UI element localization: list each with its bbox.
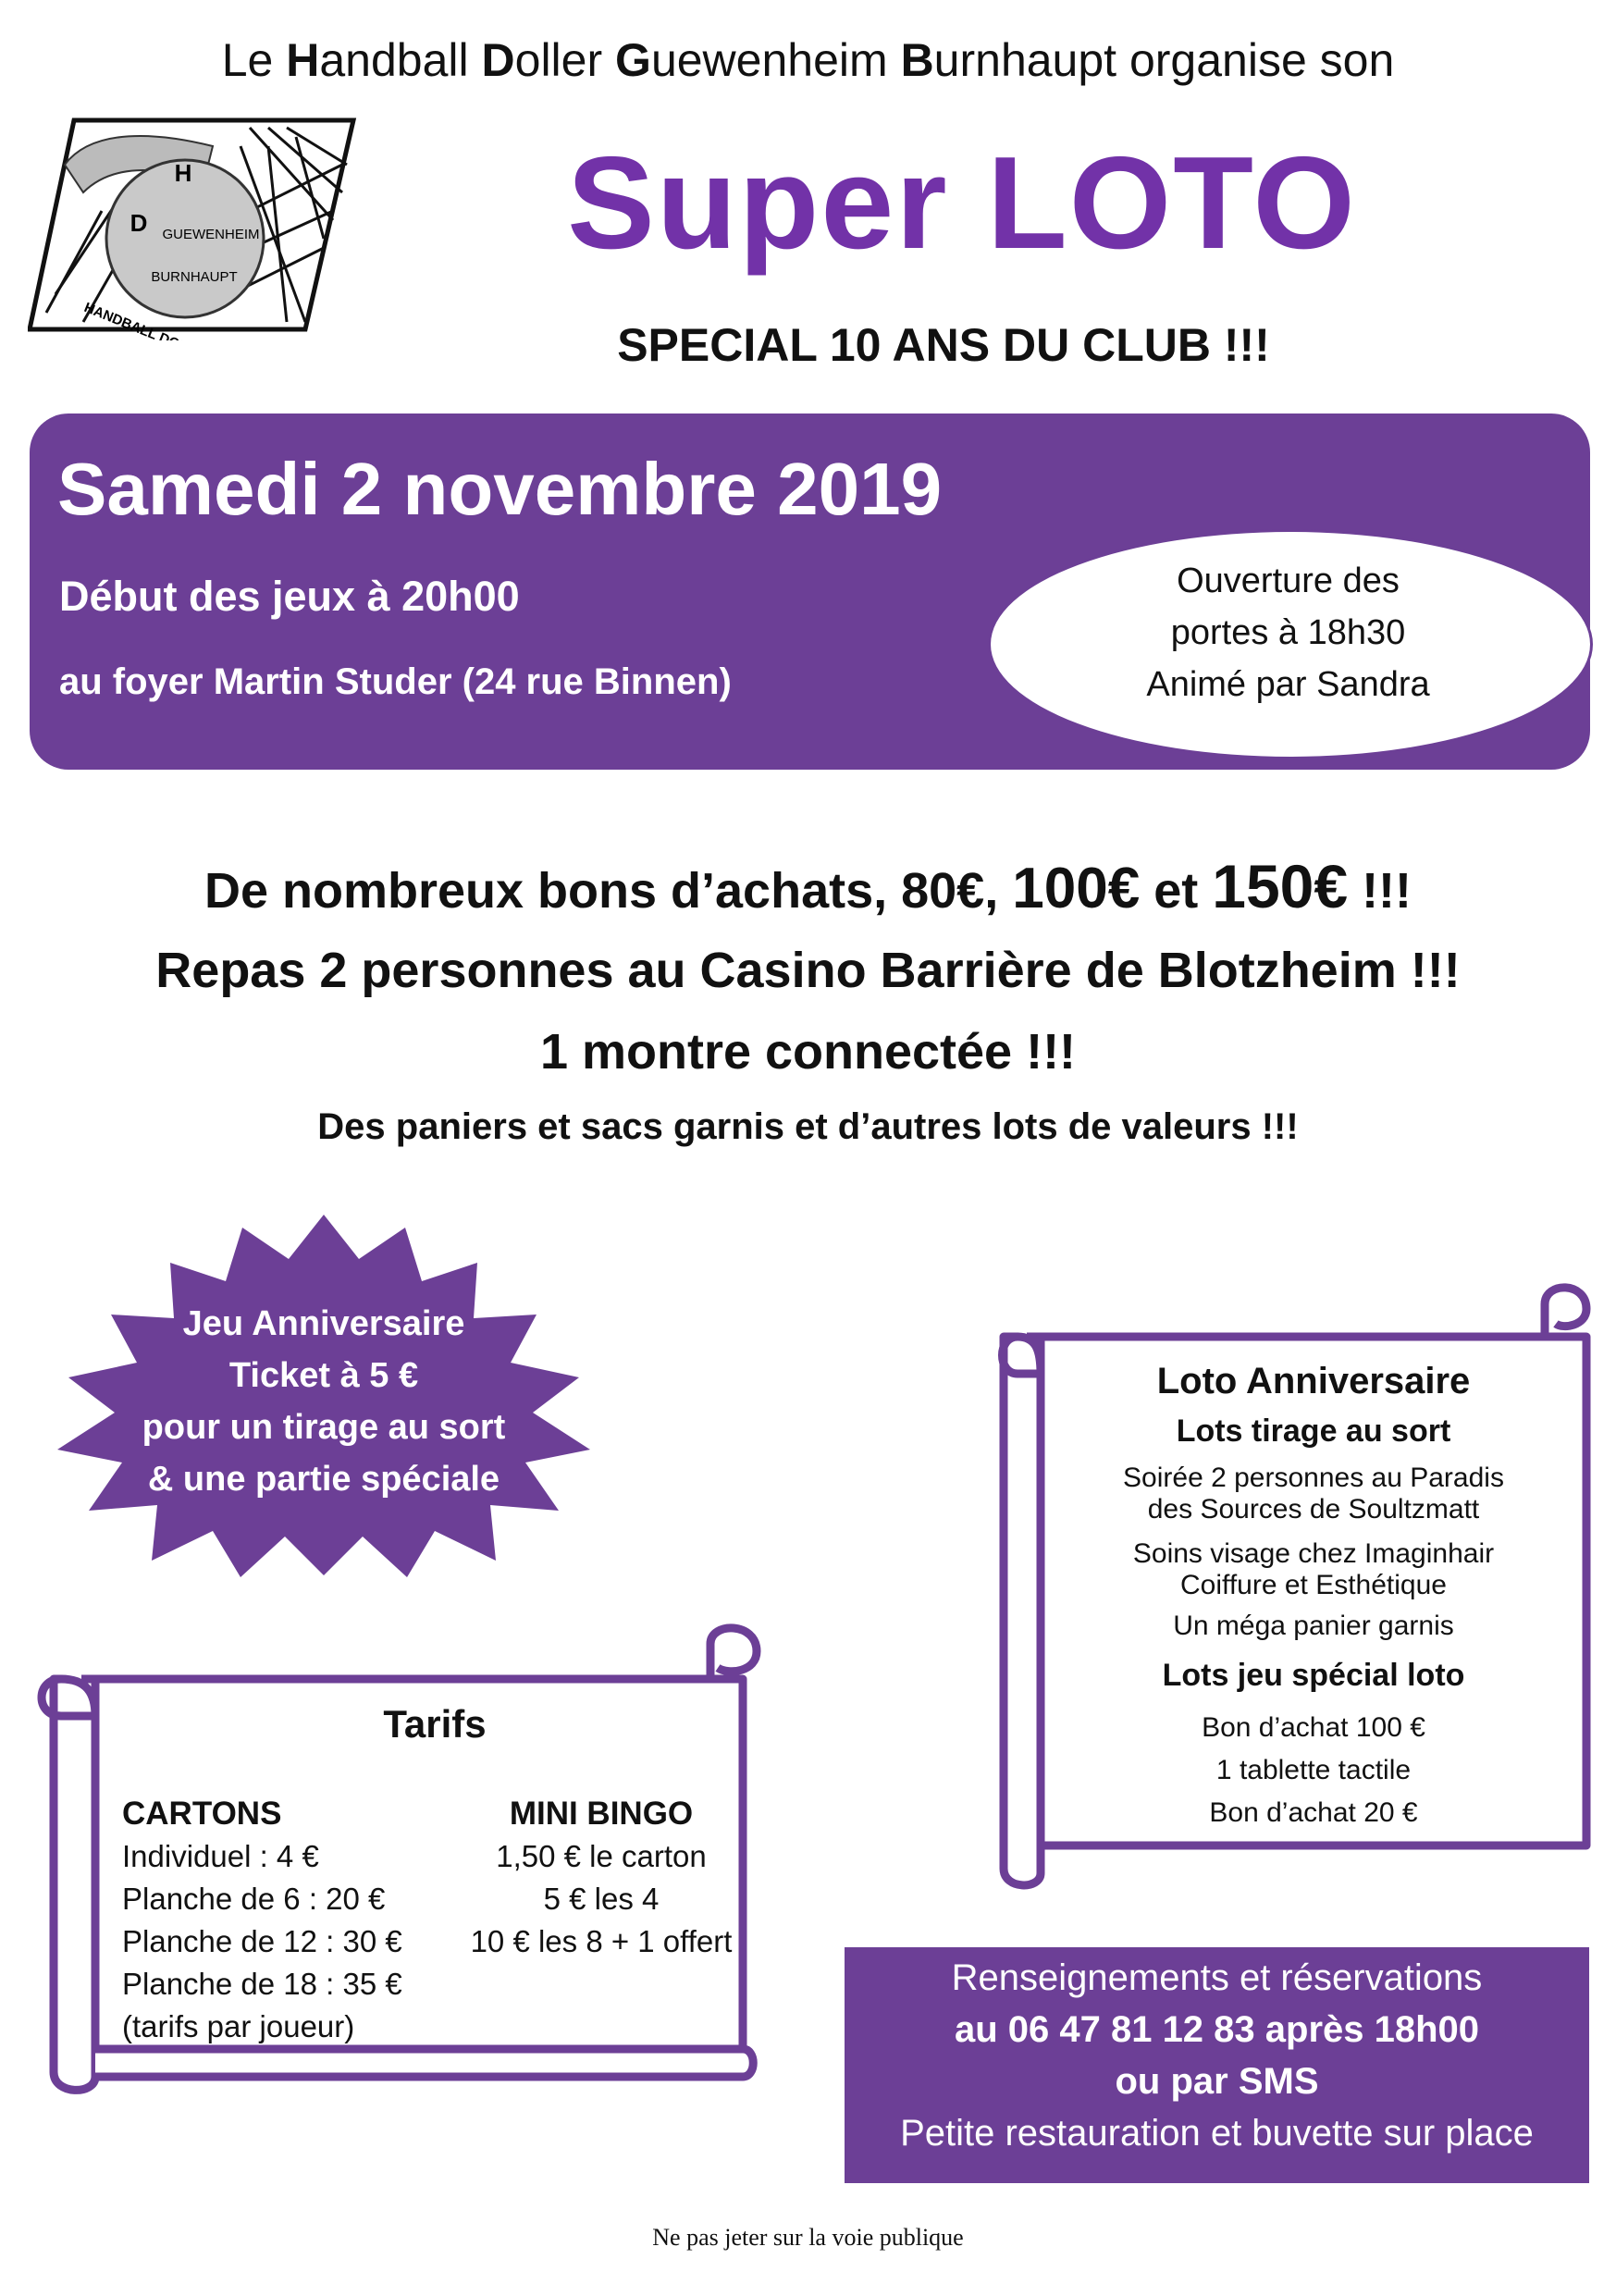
event-start-time: Début des jeux à 20h00 bbox=[59, 573, 520, 620]
game-price: Ticket à 5 € bbox=[228, 1356, 419, 1395]
bingo-list bbox=[444, 1793, 759, 1963]
loto-special-heading: Lots jeu spécial loto bbox=[1162, 1658, 1465, 1693]
loto-draw-prize: des Sources de Soultzmatt bbox=[1147, 1494, 1480, 1524]
prize-dinner: Repas 2 personnes au Casino Barrière de Blotzheim !!! bbox=[155, 943, 1461, 998]
opening-line: Ouverture des bbox=[1177, 562, 1400, 600]
carton-note: (tarifs par joueur) bbox=[122, 2009, 355, 2043]
header-initial: G bbox=[615, 34, 651, 86]
loto-special-prize: Bon d’achat 20 € bbox=[1209, 1797, 1418, 1828]
bingo-heading: MINI BINGO bbox=[509, 1796, 694, 1832]
prize-watch: 1 montre connectée !!! bbox=[539, 1024, 1077, 1080]
header-initial: H bbox=[286, 34, 320, 86]
loto-draw-prize: Soirée 2 personnes au Paradis bbox=[1123, 1463, 1504, 1493]
anniversary-game bbox=[102, 1298, 546, 1505]
loto-title: Loto Anniversaire bbox=[1156, 1361, 1471, 1401]
footer-note: Ne pas jeter sur la voie publique bbox=[652, 2224, 964, 2251]
prize-amount: 150€ bbox=[1212, 852, 1349, 920]
opening-info bbox=[1008, 555, 1568, 710]
logo-letter-d: D bbox=[130, 209, 148, 237]
game-line: & une partie spéciale bbox=[147, 1460, 500, 1499]
logo-word-guewenheim: GUEWENHEIM bbox=[162, 227, 260, 242]
loto-special-prize: 1 tablette tactile bbox=[1215, 1755, 1412, 1785]
tarifs-title: Tarifs bbox=[383, 1702, 487, 1746]
event-date: Samedi 2 novembre 2019 bbox=[57, 448, 943, 530]
logo-word-burnhaupt: BURNHAUPT bbox=[151, 269, 238, 285]
loto-special-prize: Bon d’achat 100 € bbox=[1202, 1712, 1425, 1743]
header-initial: D bbox=[481, 34, 515, 86]
loto-draw-prize: Un méga panier garnis bbox=[1173, 1611, 1454, 1641]
carton-price: Planche de 6 : 20 € bbox=[122, 1882, 386, 1916]
header-word: andball bbox=[319, 34, 469, 86]
anniversary-subtitle: SPECIAL 10 ANS DU CLUB !!! bbox=[617, 319, 1270, 371]
loto-draw-prize: Soins visage chez Imaginhair bbox=[1132, 1538, 1495, 1569]
carton-price: Individuel : 4 € bbox=[122, 1839, 319, 1873]
header-word: oller bbox=[514, 34, 603, 86]
loto-draw-heading: Lots tirage au sort bbox=[1176, 1413, 1451, 1449]
prize-text: et bbox=[1153, 863, 1199, 919]
prize-text: De nombreux bons d’achats, 80€, bbox=[204, 863, 999, 919]
prize-vouchers bbox=[0, 851, 1616, 921]
page-title: Super LOTO bbox=[567, 130, 1357, 277]
game-title: Jeu Anniversaire bbox=[182, 1304, 465, 1343]
cartons-heading: CARTONS bbox=[122, 1796, 282, 1832]
prize-baskets: Des paniers et sacs garnis et d’autres lots de valeurs !!! bbox=[317, 1106, 1299, 1147]
header-word: urnhaupt bbox=[933, 34, 1117, 86]
host-line: Animé par Sandra bbox=[1146, 665, 1430, 704]
contact-food: Petite restauration et buvette sur place bbox=[900, 2113, 1534, 2154]
loto-anniversary-box bbox=[1045, 1355, 1582, 1834]
contact-heading: Renseignements et réservations bbox=[951, 1957, 1483, 1998]
prize-text: !!! bbox=[1362, 863, 1412, 919]
event-location: au foyer Martin Studer (24 rue Binnen) bbox=[59, 661, 732, 702]
bingo-price: 1,50 € le carton bbox=[496, 1839, 707, 1873]
contact-sms: ou par SMS bbox=[1115, 2061, 1319, 2102]
header-initial: B bbox=[900, 34, 934, 86]
header-word: organise son bbox=[1129, 34, 1395, 86]
contact-phone[interactable]: au 06 47 81 12 83 après 18h00 bbox=[954, 2009, 1480, 2050]
logo-letter-h: H bbox=[174, 159, 192, 187]
opening-line: portes à 18h30 bbox=[1170, 613, 1406, 652]
bingo-price: 10 € les 8 + 1 offert bbox=[470, 1924, 733, 1958]
organizer-line bbox=[0, 33, 1616, 87]
carton-price: Planche de 12 : 30 € bbox=[122, 1924, 402, 1958]
prize-amount: 100€ bbox=[1012, 857, 1141, 920]
header-word: Le bbox=[221, 34, 274, 86]
carton-price: Planche de 18 : 35 € bbox=[122, 1967, 402, 2001]
header-word: uewenheim bbox=[650, 34, 888, 86]
loto-draw-prize: Coiffure et Esthétique bbox=[1180, 1570, 1447, 1600]
club-logo bbox=[28, 109, 361, 340]
bingo-price: 5 € les 4 bbox=[543, 1882, 660, 1916]
cartons-list bbox=[122, 1793, 455, 2048]
game-line: pour un tirage au sort bbox=[142, 1408, 506, 1447]
